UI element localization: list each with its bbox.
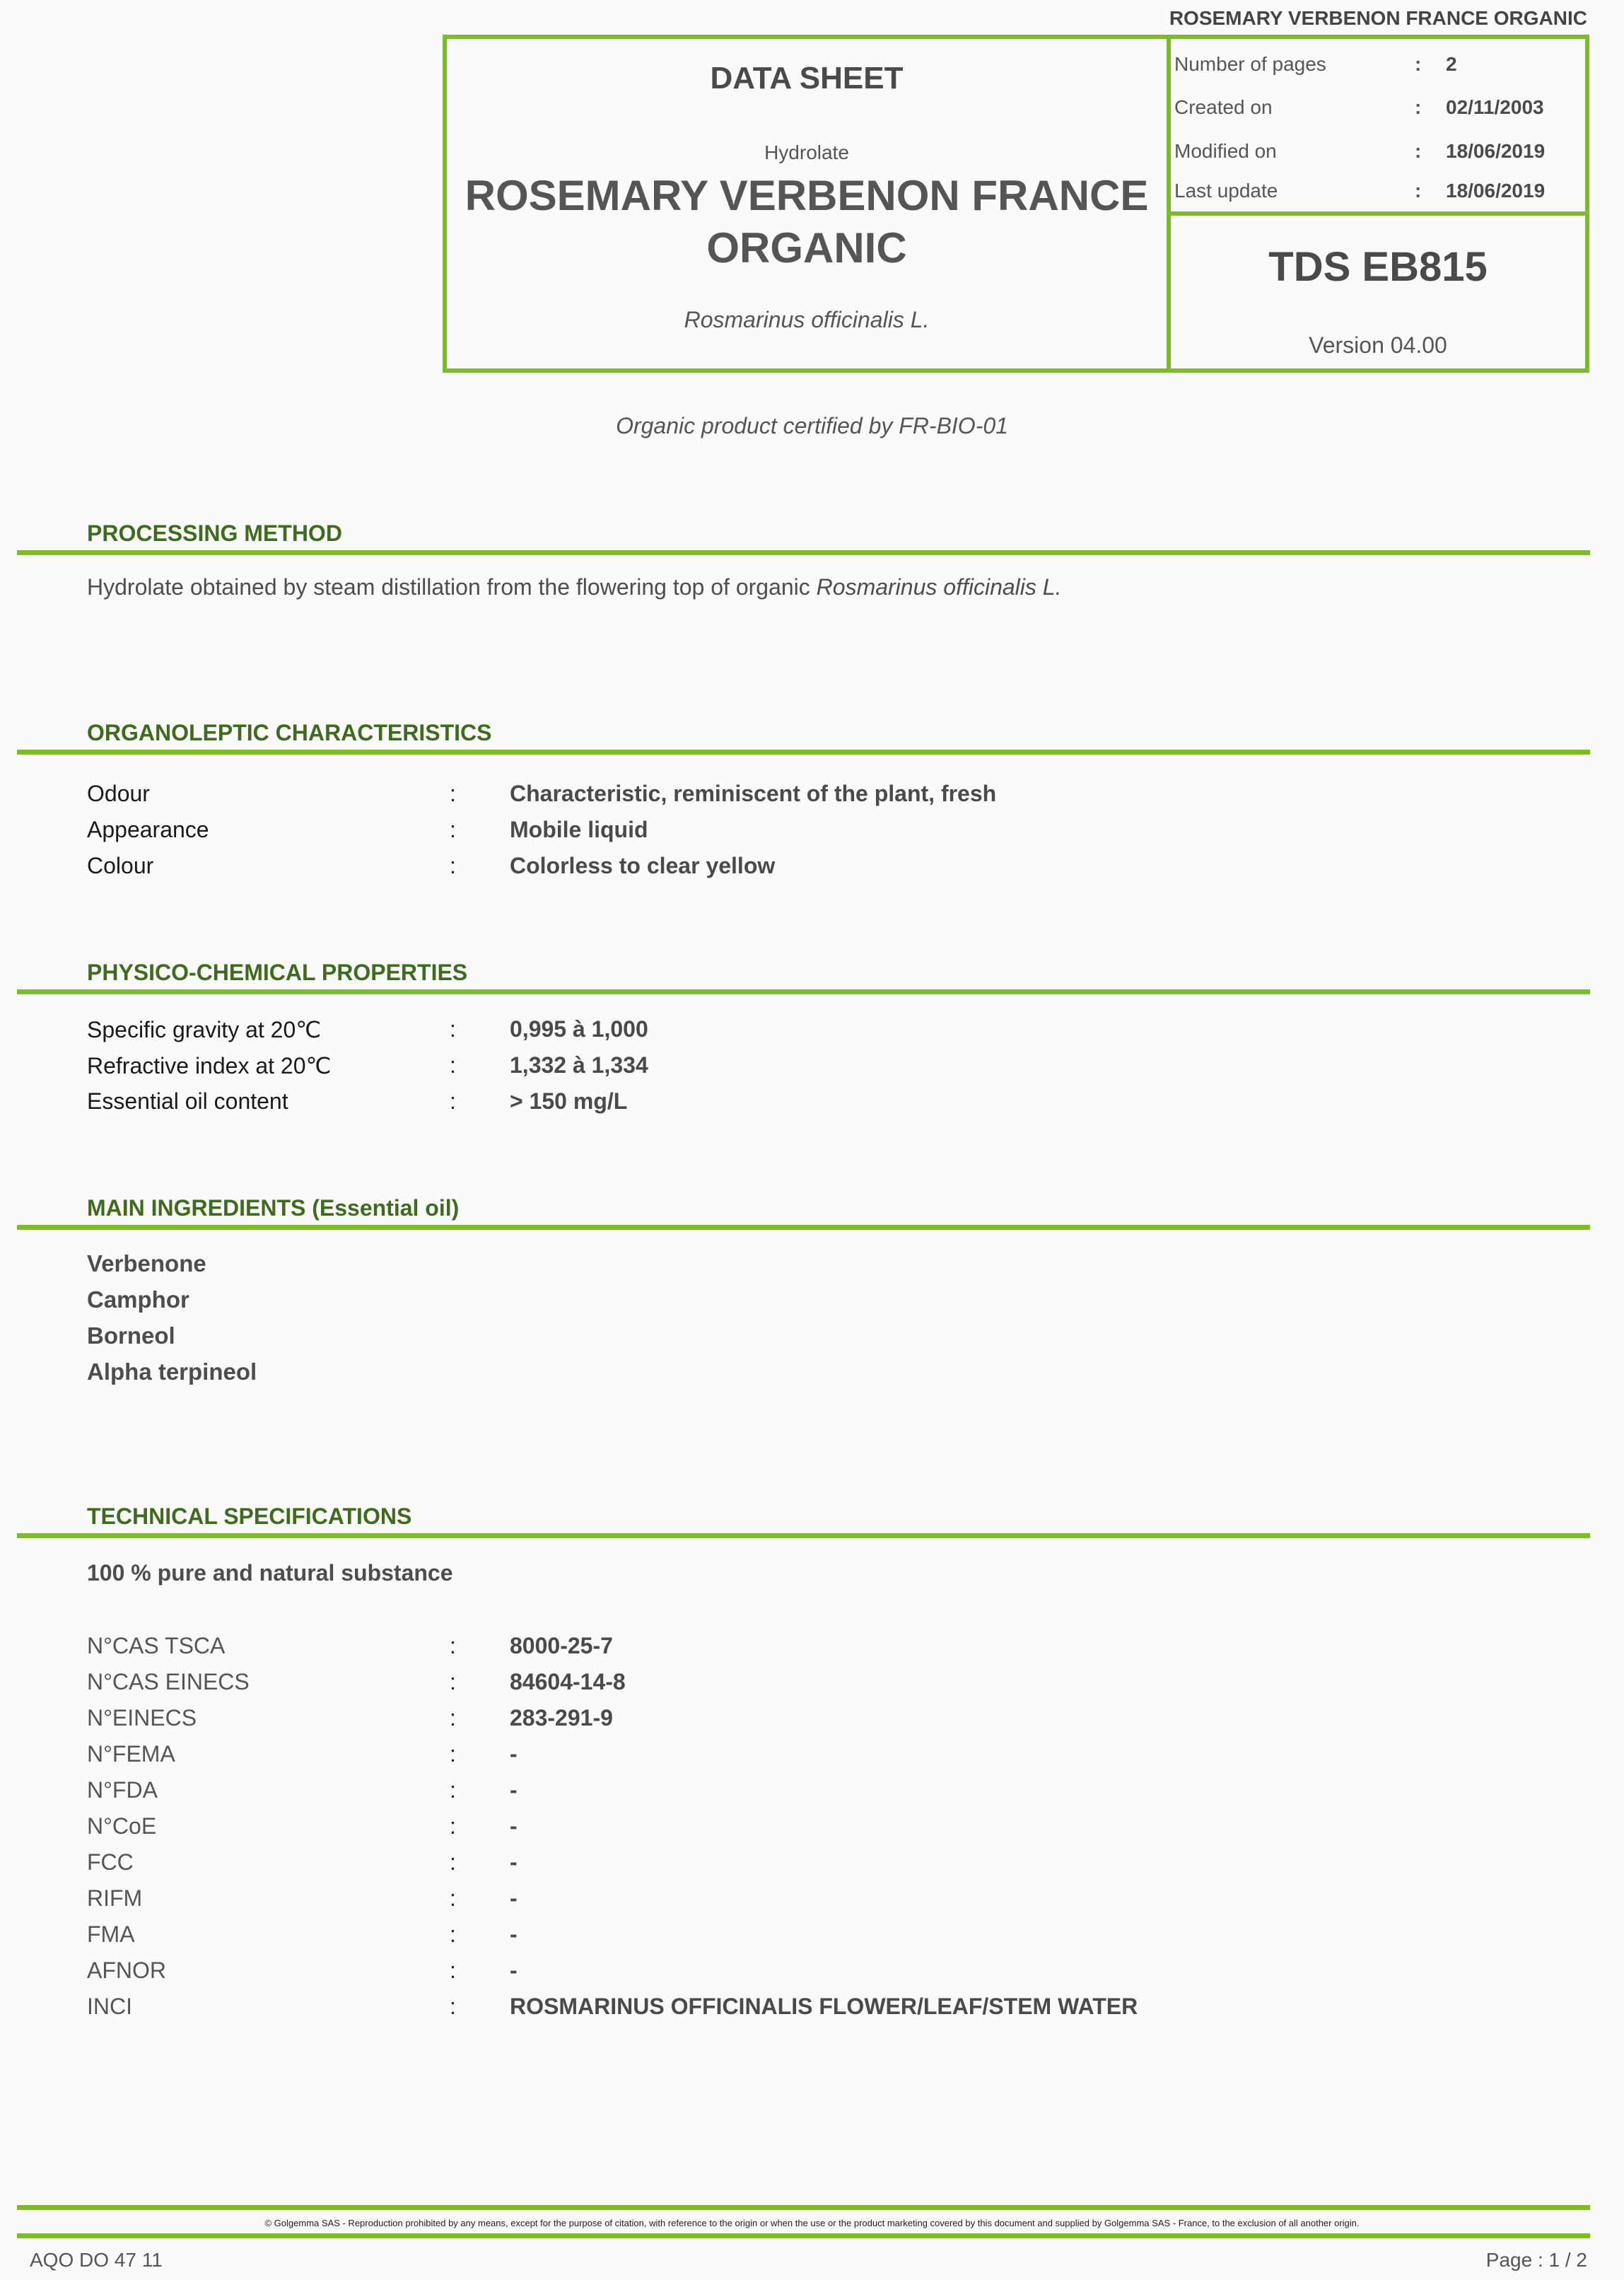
row-label: N°CoE xyxy=(87,1813,157,1839)
section-title-technical: TECHNICAL SPECIFICATIONS xyxy=(87,1503,412,1529)
row-label: Essential oil content xyxy=(87,1088,288,1114)
certification-note: Organic product certified by FR-BIO-01 xyxy=(616,413,1008,438)
header-product-name: ROSEMARY VERBENON FRANCE ORGANIC xyxy=(1169,7,1587,29)
section-divider xyxy=(17,989,1590,994)
row-value: - xyxy=(510,1885,518,1911)
row-value: - xyxy=(510,1777,518,1803)
organoleptic-row xyxy=(87,781,1572,812)
row-value: - xyxy=(510,1958,518,1983)
row-separator: : xyxy=(450,1813,456,1839)
spec-row xyxy=(87,1885,1572,1917)
latin-name: Rosmarinus officinalis L. xyxy=(684,307,930,332)
row-separator: : xyxy=(450,781,456,806)
meta-separator: : xyxy=(1415,180,1422,202)
tds-version: Version 04.00 xyxy=(1309,332,1447,358)
meta-separator: : xyxy=(1415,53,1422,75)
section-title-processing: PROCESSING METHOD xyxy=(87,520,342,546)
row-label: N°CAS EINECS xyxy=(87,1669,250,1694)
purity-statement: 100 % pure and natural substance xyxy=(87,1560,453,1586)
row-label: AFNOR xyxy=(87,1958,166,1983)
spec-row xyxy=(87,1705,1572,1736)
processing-text xyxy=(87,574,1061,600)
meta-separator: : xyxy=(1415,140,1422,162)
meta-value: 02/11/2003 xyxy=(1446,96,1544,118)
spec-row xyxy=(87,1958,1572,1989)
row-label: Appearance xyxy=(87,817,209,842)
row-value: ROSMARINUS OFFICINALIS FLOWER/LEAF/STEM WATER xyxy=(510,1994,1138,2019)
row-separator: : xyxy=(450,1921,456,1947)
product-type: Hydrolate xyxy=(764,141,849,163)
product-title xyxy=(460,170,1154,274)
row-separator: : xyxy=(450,1669,456,1694)
row-value: 0,995 à 1,000 xyxy=(510,1016,648,1042)
copyright-notice: © Golgemma SAS - Reproduction prohibited by any means, except for the purpose of citation, with reference to the origin or when the use or the product marketing covered by this document and supplied by Golgemma SAS - France, to the exclusion of all another origin. xyxy=(264,2218,1360,2228)
section-divider xyxy=(17,1225,1590,1230)
spec-row xyxy=(87,1633,1572,1664)
physico-row xyxy=(87,1052,1572,1083)
row-value: 84604-14-8 xyxy=(510,1669,626,1694)
meta-row-modified xyxy=(1174,140,1584,168)
meta-row-pages xyxy=(1174,53,1584,81)
row-value: Characteristic, reminiscent of the plant, fresh xyxy=(510,781,997,806)
section-divider xyxy=(17,550,1590,555)
meta-label: Modified on xyxy=(1174,140,1277,162)
processing-description: Hydrolate obtained by steam distillation from the flowering top of organic xyxy=(87,574,810,600)
section-divider xyxy=(17,1533,1590,1538)
row-label: RIFM xyxy=(87,1885,143,1911)
physico-row xyxy=(87,1016,1572,1047)
ingredient-item: Borneol xyxy=(87,1322,175,1349)
row-value: 283-291-9 xyxy=(510,1705,613,1731)
physico-row xyxy=(87,1088,1572,1119)
row-value: > 150 mg/L xyxy=(510,1088,628,1114)
footer-divider xyxy=(17,2205,1590,2210)
row-label: Specific gravity at 20℃ xyxy=(87,1017,322,1042)
spec-row xyxy=(87,1777,1572,1808)
meta-label: Created on xyxy=(1174,96,1273,118)
section-title-ingredients: MAIN INGREDIENTS (Essential oil) xyxy=(87,1195,460,1221)
row-value: - xyxy=(510,1741,518,1767)
row-separator: : xyxy=(450,853,456,878)
row-value: - xyxy=(510,1849,518,1875)
row-value: Colorless to clear yellow xyxy=(510,853,776,878)
row-label: Odour xyxy=(87,781,150,806)
page-number: Page : 1 / 2 xyxy=(1485,2249,1587,2271)
meta-label: Last update xyxy=(1174,180,1278,202)
meta-value: 18/06/2019 xyxy=(1446,140,1546,162)
product-title-line1: ROSEMARY VERBENON FRANCE xyxy=(465,172,1149,219)
row-separator: : xyxy=(450,1088,456,1114)
row-label: INCI xyxy=(87,1994,132,2019)
doc-title: DATA SHEET xyxy=(710,61,904,95)
spec-row xyxy=(87,1849,1572,1880)
processing-latin: Rosmarinus officinalis L. xyxy=(816,574,1062,600)
row-separator: : xyxy=(450,817,456,842)
row-separator: : xyxy=(450,1958,456,1983)
meta-label: Number of pages xyxy=(1174,53,1326,75)
ingredient-item: Alpha terpineol xyxy=(87,1359,257,1385)
footer-divider xyxy=(17,2233,1590,2238)
section-title-physico: PHYSICO-CHEMICAL PROPERTIES xyxy=(87,960,468,985)
spec-row xyxy=(87,1994,1572,2025)
meta-row-last-update xyxy=(1174,180,1584,208)
product-title-line2: ORGANIC xyxy=(706,224,907,272)
organoleptic-row xyxy=(87,817,1572,848)
ingredient-item: Verbenone xyxy=(87,1250,206,1276)
row-separator: : xyxy=(450,1849,456,1875)
row-label: N°CAS TSCA xyxy=(87,1633,226,1658)
row-label: N°FEMA xyxy=(87,1741,175,1767)
row-separator: : xyxy=(450,1777,456,1803)
row-separator: : xyxy=(450,1705,456,1731)
row-separator: : xyxy=(450,1052,456,1078)
row-value: 1,332 à 1,334 xyxy=(510,1052,648,1078)
row-separator: : xyxy=(450,1741,456,1767)
spec-row xyxy=(87,1813,1572,1844)
row-separator: : xyxy=(450,1994,456,2019)
row-value: - xyxy=(510,1921,518,1947)
meta-row-created xyxy=(1174,96,1584,124)
row-label: N°FDA xyxy=(87,1777,158,1803)
row-separator: : xyxy=(450,1633,456,1658)
meta-value: 18/06/2019 xyxy=(1446,180,1546,202)
spec-row xyxy=(87,1921,1572,1953)
row-value: - xyxy=(510,1813,518,1839)
row-label: Colour xyxy=(87,853,154,878)
row-label: FMA xyxy=(87,1921,135,1947)
tds-code: TDS EB815 xyxy=(1268,244,1488,290)
spec-row xyxy=(87,1741,1572,1772)
document-reference: AQO DO 47 11 xyxy=(30,2249,163,2271)
section-divider xyxy=(17,750,1590,755)
row-label: FCC xyxy=(87,1849,134,1875)
ingredient-item: Camphor xyxy=(87,1286,189,1313)
row-label: Refractive index at 20℃ xyxy=(87,1053,332,1078)
row-label: N°EINECS xyxy=(87,1705,197,1731)
meta-separator: : xyxy=(1415,96,1422,118)
row-separator: : xyxy=(450,1885,456,1911)
row-separator: : xyxy=(450,1016,456,1042)
meta-value: 2 xyxy=(1446,53,1457,75)
spec-row xyxy=(87,1669,1572,1700)
section-title-organoleptic: ORGANOLEPTIC CHARACTERISTICS xyxy=(87,720,492,745)
organoleptic-row xyxy=(87,853,1572,884)
row-value: 8000-25-7 xyxy=(510,1633,613,1658)
row-value: Mobile liquid xyxy=(510,817,648,842)
